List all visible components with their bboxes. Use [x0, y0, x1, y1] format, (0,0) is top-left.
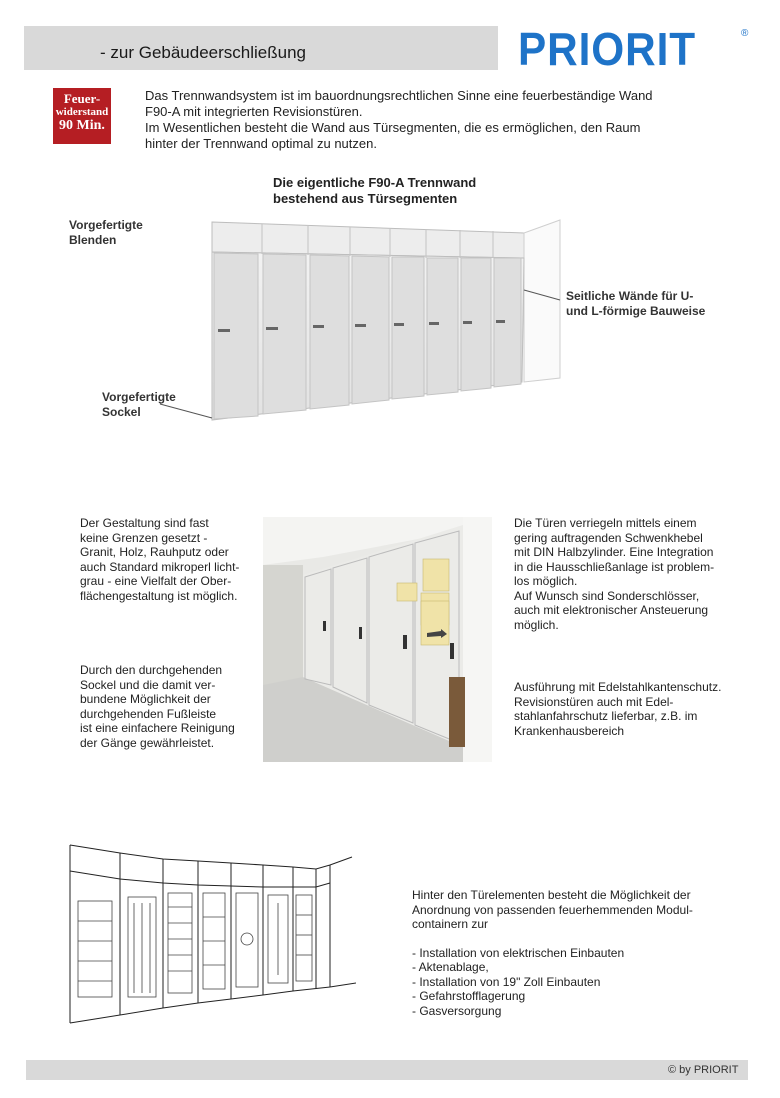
intro-line: Das Trennwandsystem ist im bauordnungsrechtlichen Sinne eine feuerbeständige Wand [145, 88, 653, 103]
text-line: mit DIN Halbzylinder. Eine Integration [514, 545, 714, 559]
text-sockel [80, 663, 260, 750]
page-title: - zur Gebäudeerschließung [100, 43, 307, 62]
text-line: Sockel und die damit ver- [80, 677, 216, 692]
list-heading: - Installation von elektrischen Einbauten [412, 945, 625, 960]
label-line: Blenden [69, 233, 117, 247]
text-line: gering auftragenden Schwenkhebel [514, 530, 703, 545]
text-line: Die Türen verriegeln mittels einem [514, 516, 697, 530]
label-seitliche-waende [566, 289, 705, 319]
label-line: Seitliche Wände für U- [566, 289, 694, 303]
label-line: und L-förmige Bauweise [566, 304, 706, 318]
door-wall-drawing [0, 0, 780, 430]
label-line: Vorgefertigte [69, 218, 143, 232]
text-line: keine Grenzen gesetzt - [80, 530, 208, 545]
label-blenden [69, 218, 143, 248]
label-line: Sockel [102, 405, 141, 419]
module-container-drawing [68, 843, 356, 1026]
text-line: der Gänge gewährleistet. [80, 735, 215, 750]
text-line: Hinter den Türelementen besteht die Möglichkeit der [412, 888, 691, 902]
text-line: flächengestaltung ist möglich. [80, 588, 238, 603]
text-line: auch mit elektronischer Ansteuerung [514, 603, 709, 617]
text-verriegelung [514, 516, 754, 632]
text-line: Granit, Holz, Rauhputz oder [80, 545, 229, 559]
text-line: Anordnung von passenden feuerhemmenden Modul- [412, 902, 693, 917]
text-line: stahlanfahrschutz lieferbar, z.B. im [514, 709, 698, 723]
text-line: los möglich. [514, 574, 578, 588]
installation-list [412, 960, 742, 1018]
text-line: bundene Möglichkeit der [80, 692, 211, 706]
label-line: Vorgefertigte [102, 390, 176, 404]
badge-line-1: Feuer- [63, 91, 101, 106]
intro-line: hinter der Trennwand optimal zu nutzen. [145, 136, 377, 151]
text-line: Auf Wunsch sind Sonderschlösser, [514, 588, 700, 603]
figure-title-line: bestehend aus Türsegmenten [273, 191, 458, 206]
text-line: containern zur [412, 917, 489, 931]
figure-title-line: Die eigentliche F90-A Trennwand [273, 175, 477, 190]
text-line: Krankenhausbereich [514, 723, 625, 738]
text-line: in die Hausschließanlage ist problem- [514, 559, 715, 574]
registered-mark: ® [741, 28, 749, 39]
intro-line: Im Wesentlichen besteht die Wand aus Türsegmenten, die es ermöglichen, den Raum [145, 120, 641, 135]
list-item: - Gefahrstofflagerung [412, 989, 526, 1003]
text-line: durchgehenden Fußleiste [80, 706, 217, 721]
list-item: - Aktenablage, [412, 960, 489, 974]
text-gestaltung [80, 516, 260, 603]
text-line: Der Gestaltung sind fast [80, 516, 209, 530]
text-line: Durch den durchgehenden [80, 663, 223, 677]
hallway-photo [263, 517, 492, 762]
list-item: - Gasversorgung [412, 1003, 502, 1018]
badge-line-2: widerstand [55, 106, 109, 118]
intro-line: F90-A mit integrierten Revisionstüren. [145, 104, 363, 119]
text-modulcontainer [412, 888, 742, 1018]
badge-line-3: 90 Min. [59, 118, 105, 133]
label-sockel [102, 390, 176, 420]
text-line: Ausführung mit Edelstahlkantenschutz. [514, 680, 722, 694]
priorit-logo: PRIORIT [518, 23, 697, 75]
text-line: ist eine einfachere Reinigung [80, 721, 235, 735]
list-item: - Installation von 19" Zoll Einbauten [412, 974, 601, 989]
footer-bar [26, 1060, 748, 1080]
text-line: grau - eine Vielfalt der Ober- [80, 574, 232, 588]
text-line: Revisionstüren auch mit Edel- [514, 694, 674, 709]
text-line: möglich. [514, 617, 559, 632]
text-line: auch Standard mikroperl licht- [80, 559, 240, 574]
text-edelstahl [514, 680, 754, 738]
copyright-text: © by PRIORIT [668, 1064, 739, 1076]
